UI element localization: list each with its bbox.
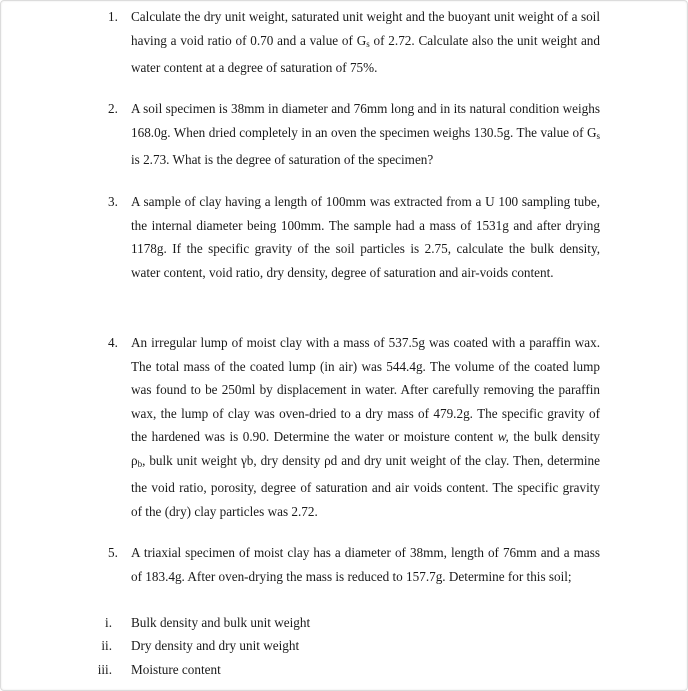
question-number: 4. xyxy=(108,335,118,350)
question-number: 3. xyxy=(108,194,118,209)
question-text: Calculate the dry unit weight, saturated unit weight and the buoyant unit weight of a soil having a void ratio of 0.70 and a value of Gs of 2.72. Calculate also the unit weight and water content at a degree of saturation of 75%. xyxy=(131,9,600,75)
question-text: An irregular lump of moist clay with a mass of 537.5g was coated with a paraffin wax. The total mass of the coated lump (in air) was 544.4g. The volume of the coated lump was found to be 250ml by displacement in water. After carefully removing the paraffin wax, the lump of clay was oven-dried to a dry mass of 479.2g. The specific gravity of the hardened was is 0.90. Determine the water or moisture content w, the bulk density ρb, bulk unit weight γb, dry density ρd and dry unit weight of the clay. Then, determine the void ratio, porosity, degree of saturation and air voids content. The specific gravity of the (dry) clay particles was 2.72. xyxy=(131,335,600,519)
subitem-text: Bulk density and bulk unit weight xyxy=(131,615,311,630)
subitem-numeral: ii. xyxy=(101,638,112,653)
subscript: s xyxy=(596,130,600,141)
subitem-numeral: i. xyxy=(105,615,112,630)
subitem-numeral: iii. xyxy=(97,662,112,677)
question-text: A sample of clay having a length of 100mm was extracted from a U 100 sampling tube, the internal diameter being 100mm. The sample had a mass of 1531g and after drying 1178g. If the specific gravity of the soil particles is 2.75, calculate the bulk density, water content, void ratio, dry density, degree of saturation and air-voids content. xyxy=(131,194,600,280)
question-number: 5. xyxy=(108,545,118,560)
subitem-text: Dry density and dry unit weight xyxy=(131,638,300,653)
subitem-text: Moisture content xyxy=(131,662,221,677)
question-number: 1. xyxy=(108,9,118,24)
question-text: A triaxial specimen of moist clay has a diameter of 38mm, length of 76mm and a mass of 183.4g. After oven-drying the mass is reduced to 157.7g. Determine for this soil; xyxy=(131,545,600,584)
question-text: A soil specimen is 38mm in diameter and 76mm long and in its natural condition weighs 168.0g. When dried completely in an oven the specimen weighs 130.5g. The value of Gs is 2.73. What is the degree of saturation of the specimen? xyxy=(131,101,600,167)
question-number: 2. xyxy=(108,101,118,116)
subscript: b xyxy=(137,458,143,469)
subscript: s xyxy=(366,38,370,49)
